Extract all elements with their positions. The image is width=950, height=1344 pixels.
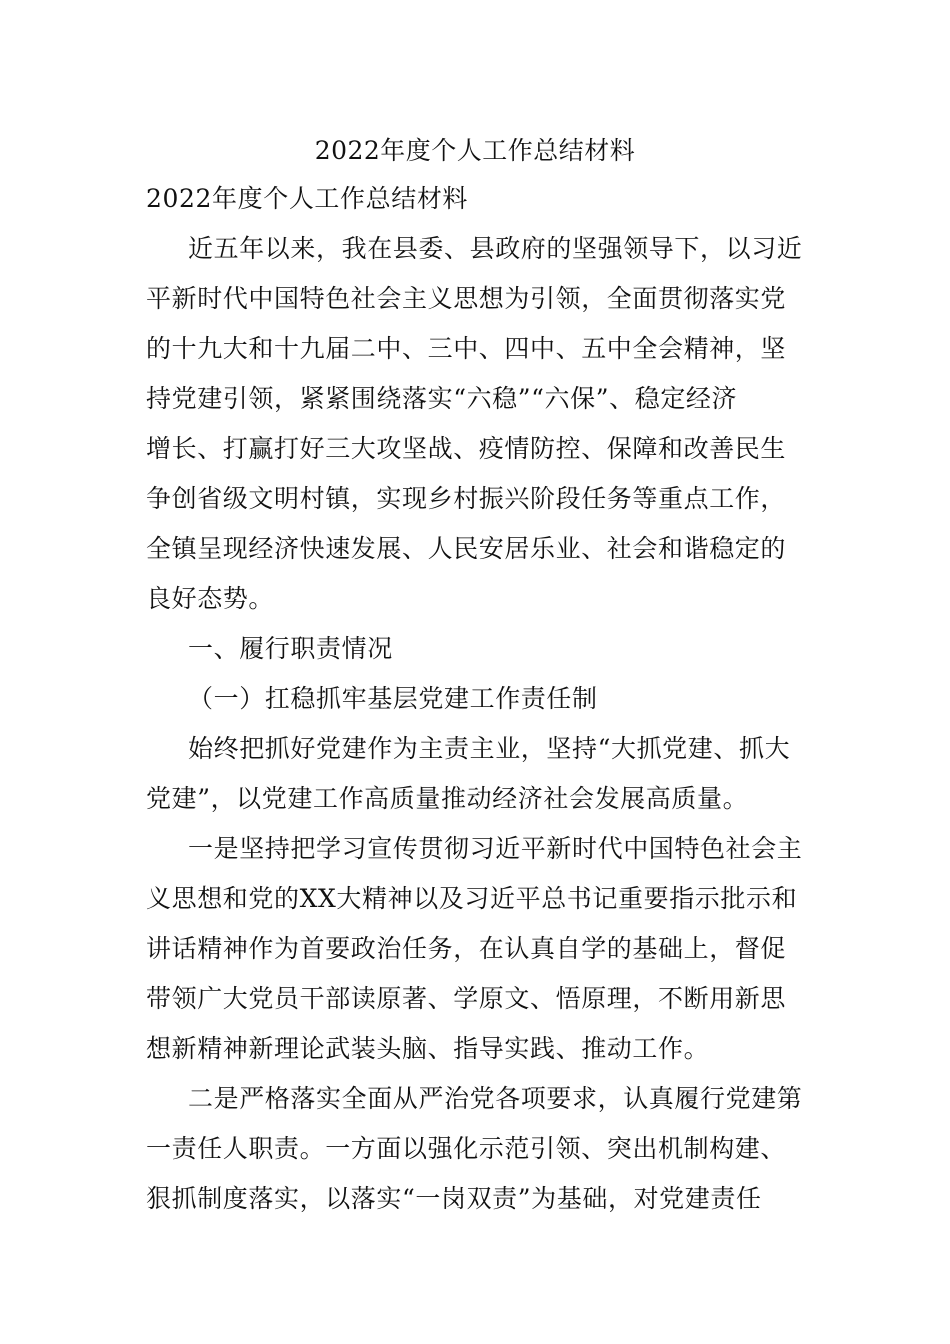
text-line: 平新时代中国特色社会主义思想为引领，全面贯彻落实党 bbox=[146, 284, 787, 313]
text-line: 争创省级文明村镇，实现乡村振兴阶段任务等重点工作， bbox=[146, 484, 787, 513]
text-line: 义思想和党的XX大精神以及习近平总书记重要指示批示和 bbox=[146, 884, 798, 913]
text-line: 持党建引领，紧紧围绕落实“六稳”“六保”、稳定经济 bbox=[146, 384, 738, 413]
document-title: 2022年度个人工作总结材料 bbox=[314, 136, 636, 165]
text-line: 带领广大党员干部读原著、学原文、悟原理，不断用新思 bbox=[146, 984, 787, 1013]
text-line: 狠抓制度落实，以落实“一岗双责”为基础，对党建责任 bbox=[146, 1184, 762, 1213]
text-line: 始终把抓好党建作为主责主业，坚持“大抓党建、抓大 bbox=[188, 734, 791, 763]
subsection-heading: （一）扛稳抓牢基层党建工作责任制 bbox=[188, 684, 598, 713]
subtitle: 2022年度个人工作总结材料 bbox=[146, 184, 469, 213]
text-line: 近五年以来，我在县委、县政府的坚强领导下，以习近 bbox=[188, 234, 803, 263]
text-line: 一是坚持把学习宣传贯彻习近平新时代中国特色社会主 bbox=[188, 834, 803, 863]
text-line: 讲话精神作为首要政治任务，在认真自学的基础上，督促 bbox=[146, 934, 787, 963]
text-line: 的十九大和十九届二中、三中、四中、五中全会精神，坚 bbox=[146, 334, 787, 363]
text-line: 全镇呈现经济快速发展、人民安居乐业、社会和谐稳定的 bbox=[146, 534, 787, 563]
text-line: 良好态势。 bbox=[146, 584, 275, 613]
text-line: 党建”，以党建工作高质量推动经济社会发展高质量。 bbox=[146, 784, 749, 813]
text-line: 一责任人职责。一方面以强化示范引领、突出机制构建、 bbox=[146, 1134, 787, 1163]
text-line: 想新精神新理论武装头脑、指导实践、推动工作。 bbox=[146, 1034, 710, 1063]
text-line: 二是严格落实全面从严治党各项要求，认真履行党建第 bbox=[188, 1084, 803, 1113]
section-heading: 一、履行职责情况 bbox=[188, 634, 393, 663]
text-line: 增长、打赢打好三大攻坚战、疫情防控、保障和改善民生 bbox=[146, 434, 787, 463]
